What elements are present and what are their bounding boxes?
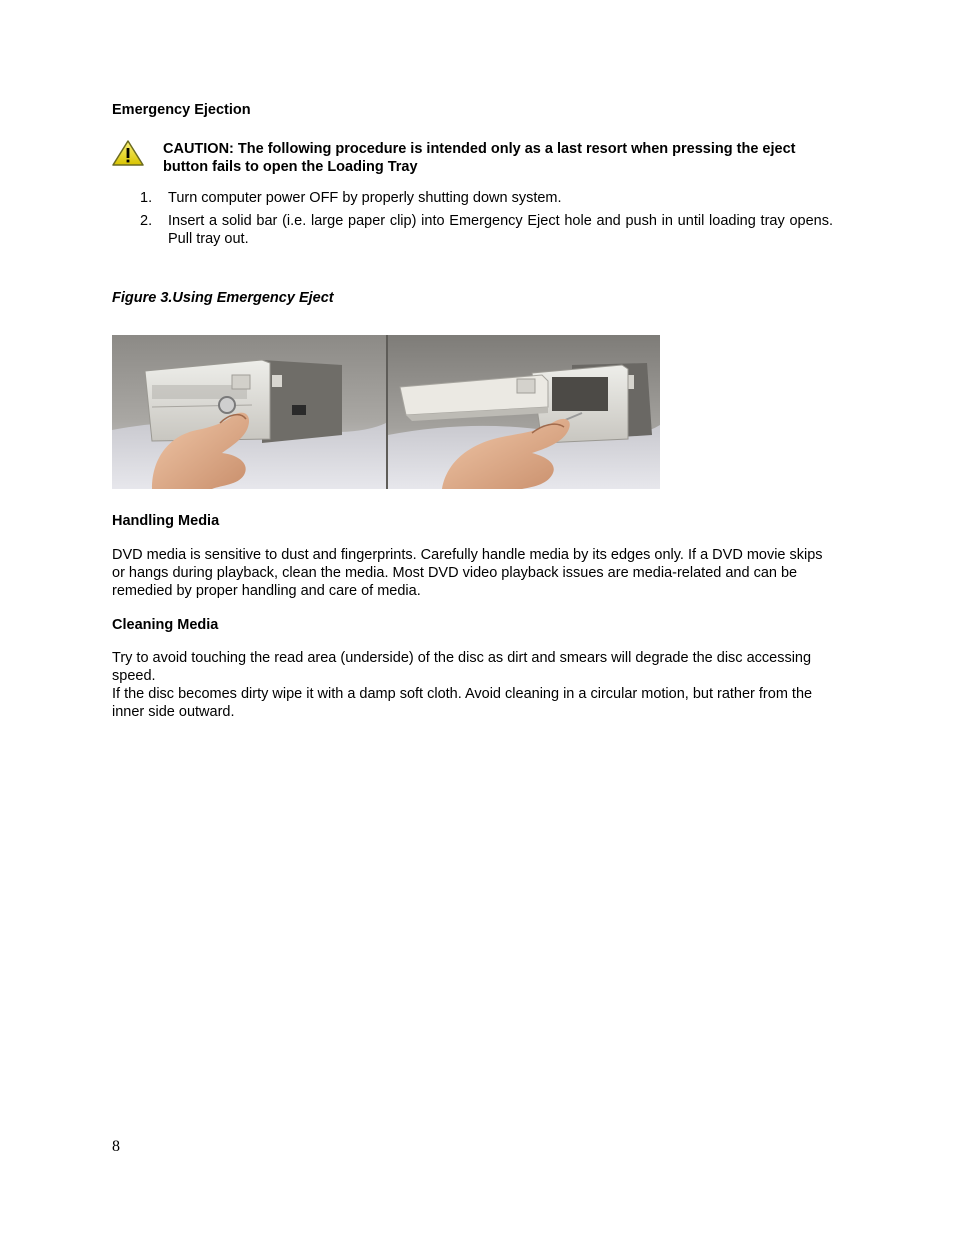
page-number: 8 — [112, 1138, 120, 1155]
list-item-text: Turn computer power OFF by properly shutting down system. — [168, 190, 562, 206]
list-item-number: 2. — [140, 213, 153, 229]
section-heading-handling-media: Handling Media — [112, 513, 220, 529]
caution-note: CAUTION: The following procedure is intended only as a last resort when pressing the eject button fails to open the Loading Tray — [163, 141, 796, 175]
paragraph-cleaning-media-1: Try to avoid touching the read area (underside) of the disc as dirt and smears will degrade the disc accessing speed. — [112, 650, 812, 684]
section-heading-cleaning-media: Cleaning Media — [112, 617, 219, 633]
list-item — [112, 189, 834, 207]
paragraph-handling-media: DVD media is sensitive to dust and fingerprints. Carefully handle media by its edges only. If a DVD movie skips or hangs during playback, clean the media. Most DVD video playback issues are media-related and can be remedied by proper handling and care of media. — [112, 547, 823, 599]
list-item-text: Insert a solid bar (i.e. large paper clip) into Emergency Eject hole and push in until loading tray opens. Pull tray out. — [168, 213, 833, 247]
list-item-number: 1. — [140, 190, 153, 206]
section-heading-emergency-ejection: Emergency Ejection — [112, 102, 251, 118]
emergency-eject-photo — [112, 335, 660, 489]
paragraph-cleaning-media-2: If the disc becomes dirty wipe it with a damp soft cloth. Avoid cleaning in a circular motion, but rather from the inner side outward. — [112, 686, 813, 720]
warning-triangle-icon — [112, 140, 144, 166]
list-item — [112, 212, 834, 252]
figure-caption: Figure 3.Using Emergency Eject — [112, 290, 334, 306]
